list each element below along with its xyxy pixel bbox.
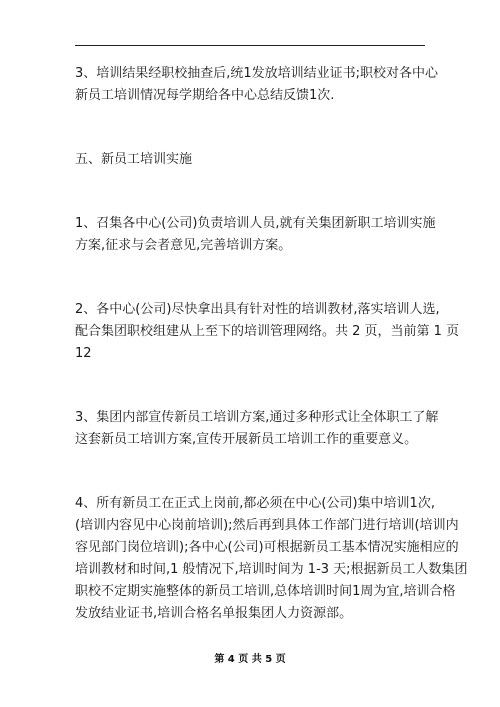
paragraph-line: 3、培训结果经职校抽查后,统1发放培训结业证书;职校对各中心 bbox=[75, 66, 439, 81]
paragraph-line: (培训内容见中心岗前培训);然后再到具体工作部门进行培训(培训内 bbox=[75, 518, 459, 533]
section-heading-implementation bbox=[75, 149, 427, 171]
paragraph-line: 培训教材和时间,1 般情况下,培训时间为 1-3 天;根据新员工人数集团 bbox=[75, 562, 468, 577]
paragraph-line: 配合集团职校组建从上至下的培训管理网络。共 2 页，当前第 1 页 bbox=[75, 324, 460, 339]
paragraph-line: 4、所有新员工在正式上岗前,都必须在中心(公司)集中培训1次, bbox=[75, 496, 435, 511]
paragraph-line: 职校不定期实施整体的新员工培训,总体培训时间1周为宜,培训合格 bbox=[75, 584, 456, 599]
page-number-footer: 第 4 页 共 5 页 bbox=[214, 654, 286, 665]
paragraph-line: 发放结业证书,培训合格名单报集团人力资源部。 bbox=[75, 606, 353, 621]
paragraph-result-certificate bbox=[75, 63, 439, 107]
paragraph-internal-promotion bbox=[75, 407, 439, 451]
paragraph-line: 新员工培训情况每学期给各中心总结反馈1次. bbox=[75, 88, 335, 103]
paragraph-line: 容见部门岗位培训);各中心(公司)可根据新员工基本情况实施相应的 bbox=[75, 540, 459, 555]
paragraph-line: 1、召集各中心(公司)负责培训人员,就有关集团新职工培训实施 bbox=[75, 216, 436, 231]
paragraph-convene-staff bbox=[75, 213, 436, 257]
paragraph-line: 3、集团内部宣传新员工培训方案,通过多种形式让全体职工了解 bbox=[75, 410, 439, 425]
paragraph-pre-job-training bbox=[75, 493, 468, 625]
paragraph-line: 2、各中心(公司)尽快拿出具有针对性的培训教材,落实培训人选, bbox=[75, 302, 440, 317]
heading-text: 五、新员工培训实施 bbox=[75, 152, 193, 167]
paragraph-line: 12 bbox=[75, 346, 92, 361]
header-rule bbox=[75, 45, 425, 46]
paragraph-line: 这套新员工培训方案,宣传开展新员工培训工作的重要意义。 bbox=[75, 432, 418, 447]
paragraph-line: 方案,征求与会者意见,完善培训方案。 bbox=[75, 238, 292, 253]
document-body bbox=[75, 63, 468, 625]
paragraph-training-materials bbox=[75, 299, 460, 365]
